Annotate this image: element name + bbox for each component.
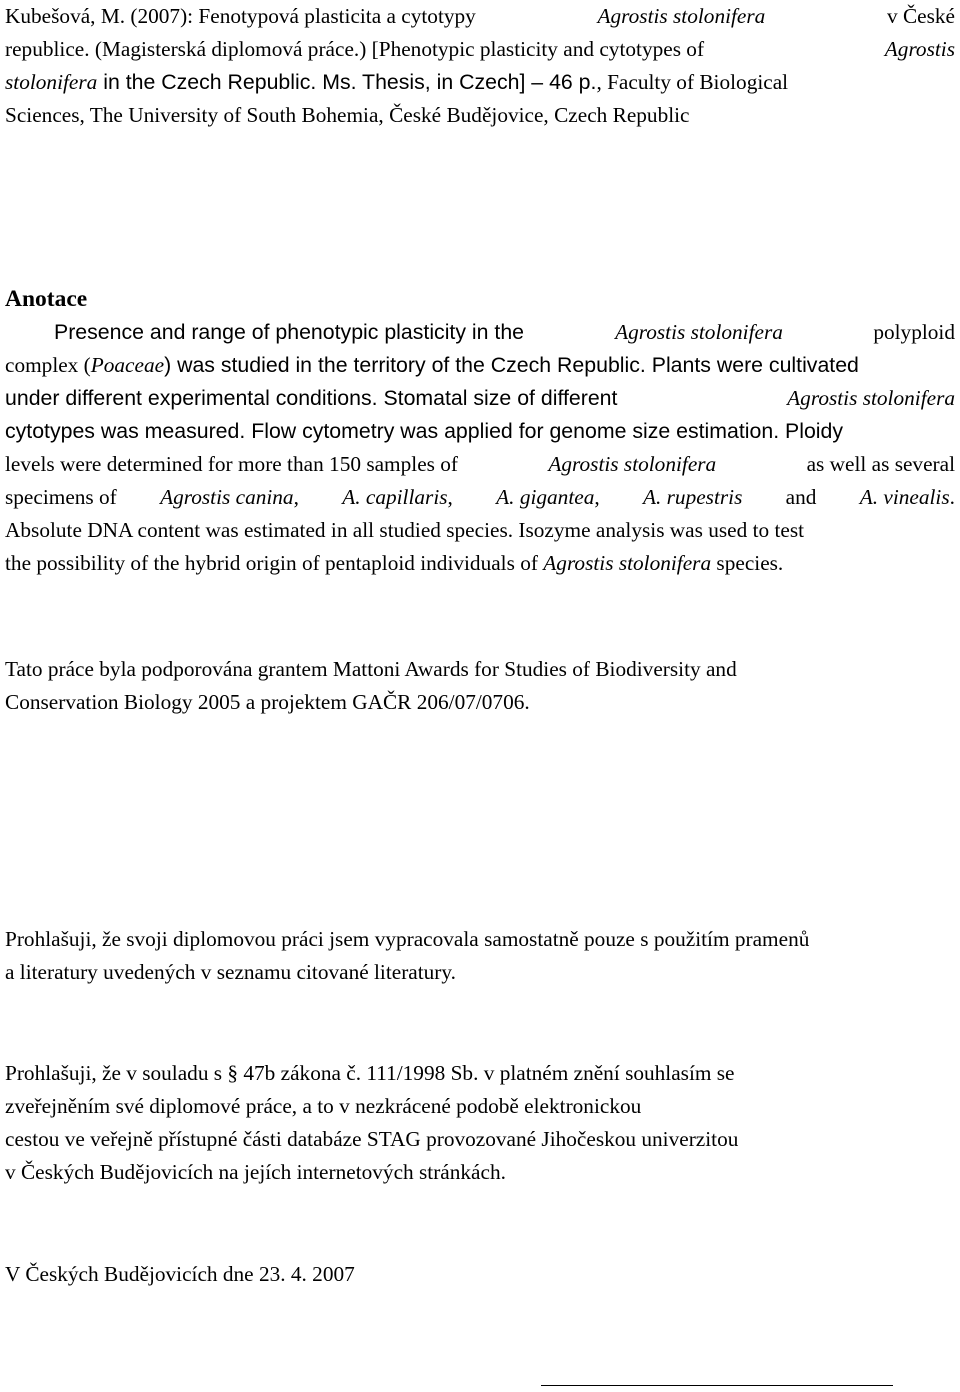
- declaration-publication: [5, 1057, 955, 1189]
- separator: and: [780, 485, 822, 509]
- abstract-line-7: Absolute DNA content was estimated in all studied species. Isozyme analysis was used to test: [5, 518, 805, 542]
- abstract-line-6: [5, 481, 955, 514]
- species-name: Agrostis stolonifera: [615, 320, 783, 344]
- place-date-text: V Českých Budějovicích dne 23. 4. 2007: [5, 1262, 355, 1286]
- abstract-text: Presence and range of phenotypic plasticity in the: [54, 320, 530, 344]
- grant-text: Tato práce byla podporována grantem Mattoni Awards for Studies of Biodiversity and: [5, 657, 737, 681]
- citation-line-4: Sciences, The University of South Bohemia, České Budějovice, Czech Republic: [5, 103, 690, 127]
- abstract-heading: Anotace: [5, 286, 88, 312]
- declaration-line-1: Prohlašuji, že v souladu s § 47b zákona č. 111/1998 Sb. v platném znění souhlasím se: [5, 1061, 735, 1085]
- species-name: Agrostis stolonifera: [548, 452, 717, 476]
- signature-line: [541, 1385, 893, 1386]
- separator: .: [949, 485, 955, 509]
- citation-text: Kubešová, M. (2007): Fenotypová plasticita a cytotypy: [5, 4, 482, 28]
- species-name: A. rupestris: [642, 485, 743, 509]
- declaration-line-4: v Českých Budějovicích na jejích internetových stránkách.: [5, 1160, 506, 1184]
- abstract-line-3: [5, 382, 955, 415]
- abstract-text: polyploid: [868, 320, 955, 344]
- abstract-text: as well as several: [801, 452, 955, 476]
- declaration-authorship: [5, 923, 955, 989]
- abstract-text: the possibility of the hybrid origin of pentaploid individuals of: [5, 551, 544, 575]
- citation-line-3: [5, 66, 955, 99]
- species-name: Agrostis stolonifera: [597, 4, 766, 28]
- family-name: Poaceae: [90, 353, 165, 377]
- abstract-heading-wrap: [5, 283, 955, 316]
- abstract-line-8: [5, 547, 955, 580]
- abstract-text: levels were determined for more than 150 samples of: [5, 452, 464, 476]
- species-name: Agrostis canina: [160, 485, 294, 509]
- separator: ,: [447, 485, 459, 509]
- citation: [5, 0, 955, 132]
- citation-text: in the Czech Republic.: [97, 70, 323, 94]
- grant-acknowledgement: [5, 653, 955, 719]
- species-name: Agrostis: [884, 37, 955, 61]
- abstract-text: complex (: [5, 353, 91, 377]
- declaration-line-3: cestou ve veřejně přístupné části databáze STAG provozované Jihočeskou univerzitou: [5, 1127, 739, 1151]
- abstract-text: ) was studied in the territory of the Czech Republic. Plants were cultivated: [164, 353, 859, 377]
- declaration-line-2: zveřejněním své diplomové práce, a to v nezkrácené podobě elektronickou: [5, 1094, 642, 1118]
- citation-text: , Faculty of Biological: [596, 70, 789, 94]
- citation-text: v České: [881, 4, 955, 28]
- separator: ,: [594, 485, 605, 509]
- species-name: A. vinealis: [859, 485, 950, 509]
- grant-line-2: Conservation Biology 2005 a projektem GAČR 206/07/0706.: [5, 690, 530, 714]
- abstract-text: under different experimental conditions. Stomatal size of different: [5, 386, 624, 410]
- abstract-text: specimens of: [5, 485, 123, 509]
- abstract: [5, 316, 955, 580]
- species-name: stolonifera: [5, 70, 98, 94]
- species-name: A. gigantea: [496, 485, 595, 509]
- abstract-line-2: [5, 349, 955, 382]
- separator: ,: [293, 485, 305, 509]
- citation-thesis-info: Ms. Thesis, in Czech] – 46 p.: [322, 70, 597, 94]
- place-date: [5, 1258, 955, 1291]
- declaration-line-1: Prohlašuji, že svoji diplomovou práci jsem vypracovala samostatně pouze s použitím pramenů: [5, 927, 810, 951]
- citation-line-1: [5, 0, 955, 33]
- citation-line-2: [5, 33, 955, 66]
- species-name: A. capillaris: [342, 485, 448, 509]
- abstract-line-5: [5, 448, 955, 481]
- declaration-line-2: a literatury uvedených v seznamu citované literatury.: [5, 960, 456, 984]
- abstract-line-1: [5, 316, 955, 349]
- grant-line-1: [5, 653, 955, 686]
- species-name: Agrostis stolonifera: [543, 551, 712, 575]
- abstract-text: species.: [711, 551, 784, 575]
- species-name: Agrostis stolonifera: [787, 386, 955, 410]
- citation-text: republice. (Magisterská diplomová práce.) [Phenotypic plasticity and cytotypes of: [5, 37, 710, 61]
- abstract-line-4: cytotypes was measured. Flow cytometry was applied for genome size estimation. Ploidy: [5, 419, 844, 443]
